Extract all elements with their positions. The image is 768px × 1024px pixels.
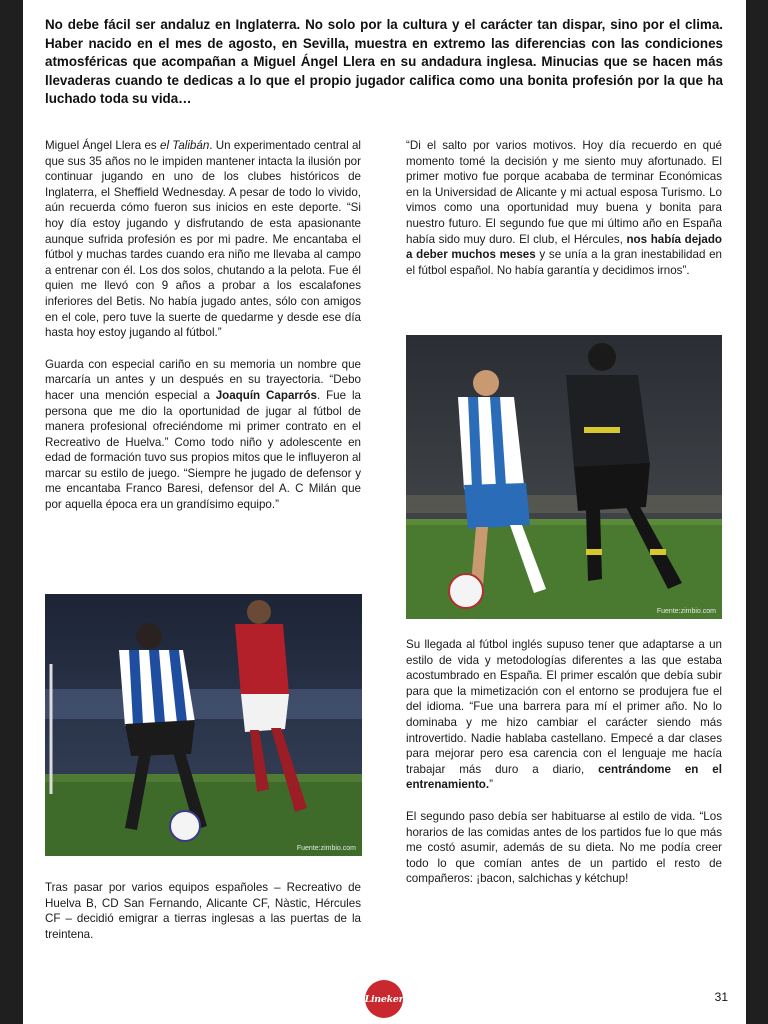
left-column [45,138,361,513]
photo-match-right [406,335,722,619]
caparros-emphasis: Joaquín Caparrós [215,388,317,402]
magazine-page [23,0,746,1024]
photo-match-left [45,594,362,856]
left-paragraph-2: Guarda con especial cariño en su memoria un nombre que marcaría un antes y un después en su trayectoria. “Debo hacer una mención especial a Joaquín Caparrós. Fue la persona que me dio la oportunidad de jugar al fútbol de manera profesional ofreciéndome mi primer contrato en el Recreativo de Huelva.” Como todo niño y adolescente en edad de formación tuvo sus propios mitos que le influyeron al marcar su estilo de juego. “Siempre he jugado de defensor y me encantaba Franco Baresi, defensor del A. C Milán que por aquella época era un grandísimo equipo.” [45,357,361,512]
lineker-logo [365,980,403,1018]
debt-emphasis: nos había dejado a deber muchos meses [406,232,722,262]
right-column-bottom [406,637,722,887]
right-paragraph-2: Su llegada al fútbol inglés supuso tener que adaptarse a un estilo de vida y metodologías diferentes a las que estaba acostumbrado en España. El primer escalón que debía subir para que la mimetización con el entorno se produjera fue el del idioma. “Fue una barrera para mí el primer año. No lo dominaba y me hizo cambiar el carácter siendo más introvertido. Nadie hablaba castellano. Empecé a dar clases para mejorar pero esa carencia con el lenguaje me hacía trabajar más duro a diario, centrándome en el entrenamiento.” [406,638,722,792]
right-column-top [406,138,722,278]
right-paragraph-1: “Di el salto por varios motivos. Hoy día recuerdo en qué momento tomé la decisión y me siento muy afortunado. El primer motivo fue porque acababa de terminar Económicas en la Universidad de Alicante y mi actual esposa Turismo. Lo vimos como una oportunidad muy buena y bonita para nuestro futuro. El segundo fue que mi último año en España había sido muy duro. El club, el Hércules, nos había dejado a deber muchos meses y se unía a la gran inestabilidad en el fútbol español. No había garantía y decidimos irnos”. [406,139,723,277]
photo-credit: Fuente:zimbio.com [656,608,716,615]
nickname-emphasis: el Talibán [160,139,210,152]
lead-paragraph: No debe fácil ser andaluz en Inglaterra. No solo por la cultura y el carácter tan dispar, sino por el clima. Haber nacido en el mes de agosto, en Sevilla, muestra en extremo las diferencias con las condiciones atmosféricas que acompañan a Miguel Ángel Llera en su andadura inglesa. Minucias que se hacen más llevaderas cuando te dedicas a lo que el propio jugador califica como una bonita profesión por la que ha luchado toda su vida… [45,17,723,106]
page-number: 31 [714,990,728,1004]
right-paragraph-3: El segundo paso debía ser habituarse al estilo de vida. “Los horarios de las comidas antes de los partidos fue lo que más me costó asumir, además de su dieta. No me podía creer todo lo que comían antes de un partido el resto de compañeros: ¡bacon, salchichas y kétchup! [406,809,722,886]
photo-credit: Fuente:zimbio.com [296,845,356,852]
training-emphasis: centrándome en el entrenamiento. [406,762,722,792]
left-paragraph-1: Miguel Ángel Llera es el Talibán. Un experimentado central al que sus 35 años no le impiden mantener intacta la ilusión por continuar jugando en uno de los clubes históricos de Inglaterra, el Sheffield Wednesday. A pesar de todo lo vivido, aún recuerda cómo fueron sus inicios en este deporte. “Si hoy día estoy jugando y disfrutando de esta apasionante aunque sufrida profesión es por mi padre. Me encantaba el fútbol y muchas tardes cuando era niño me llevaba al campo a entrenar con él. Los dos solos, chutando a la pelota. Fue él quien me llevó con 9 años a probar a los escalafones inferiores del Betis. No había jugado antes, sólo con amigos en el cole, pero tuve la suerte de quedarme y desde ese día hasta hoy estoy jugando al fútbol.” [45,139,361,340]
logo-text: Lineker [364,993,404,1005]
left-paragraph-3: Tras pasar por varios equipos españoles – Recreativo de Huelva B, CD San Fernando, Alicante CF, Nàstic, Hércules CF – decidió emigrar a tierras inglesas a las puertas de la treintena. [45,881,361,941]
